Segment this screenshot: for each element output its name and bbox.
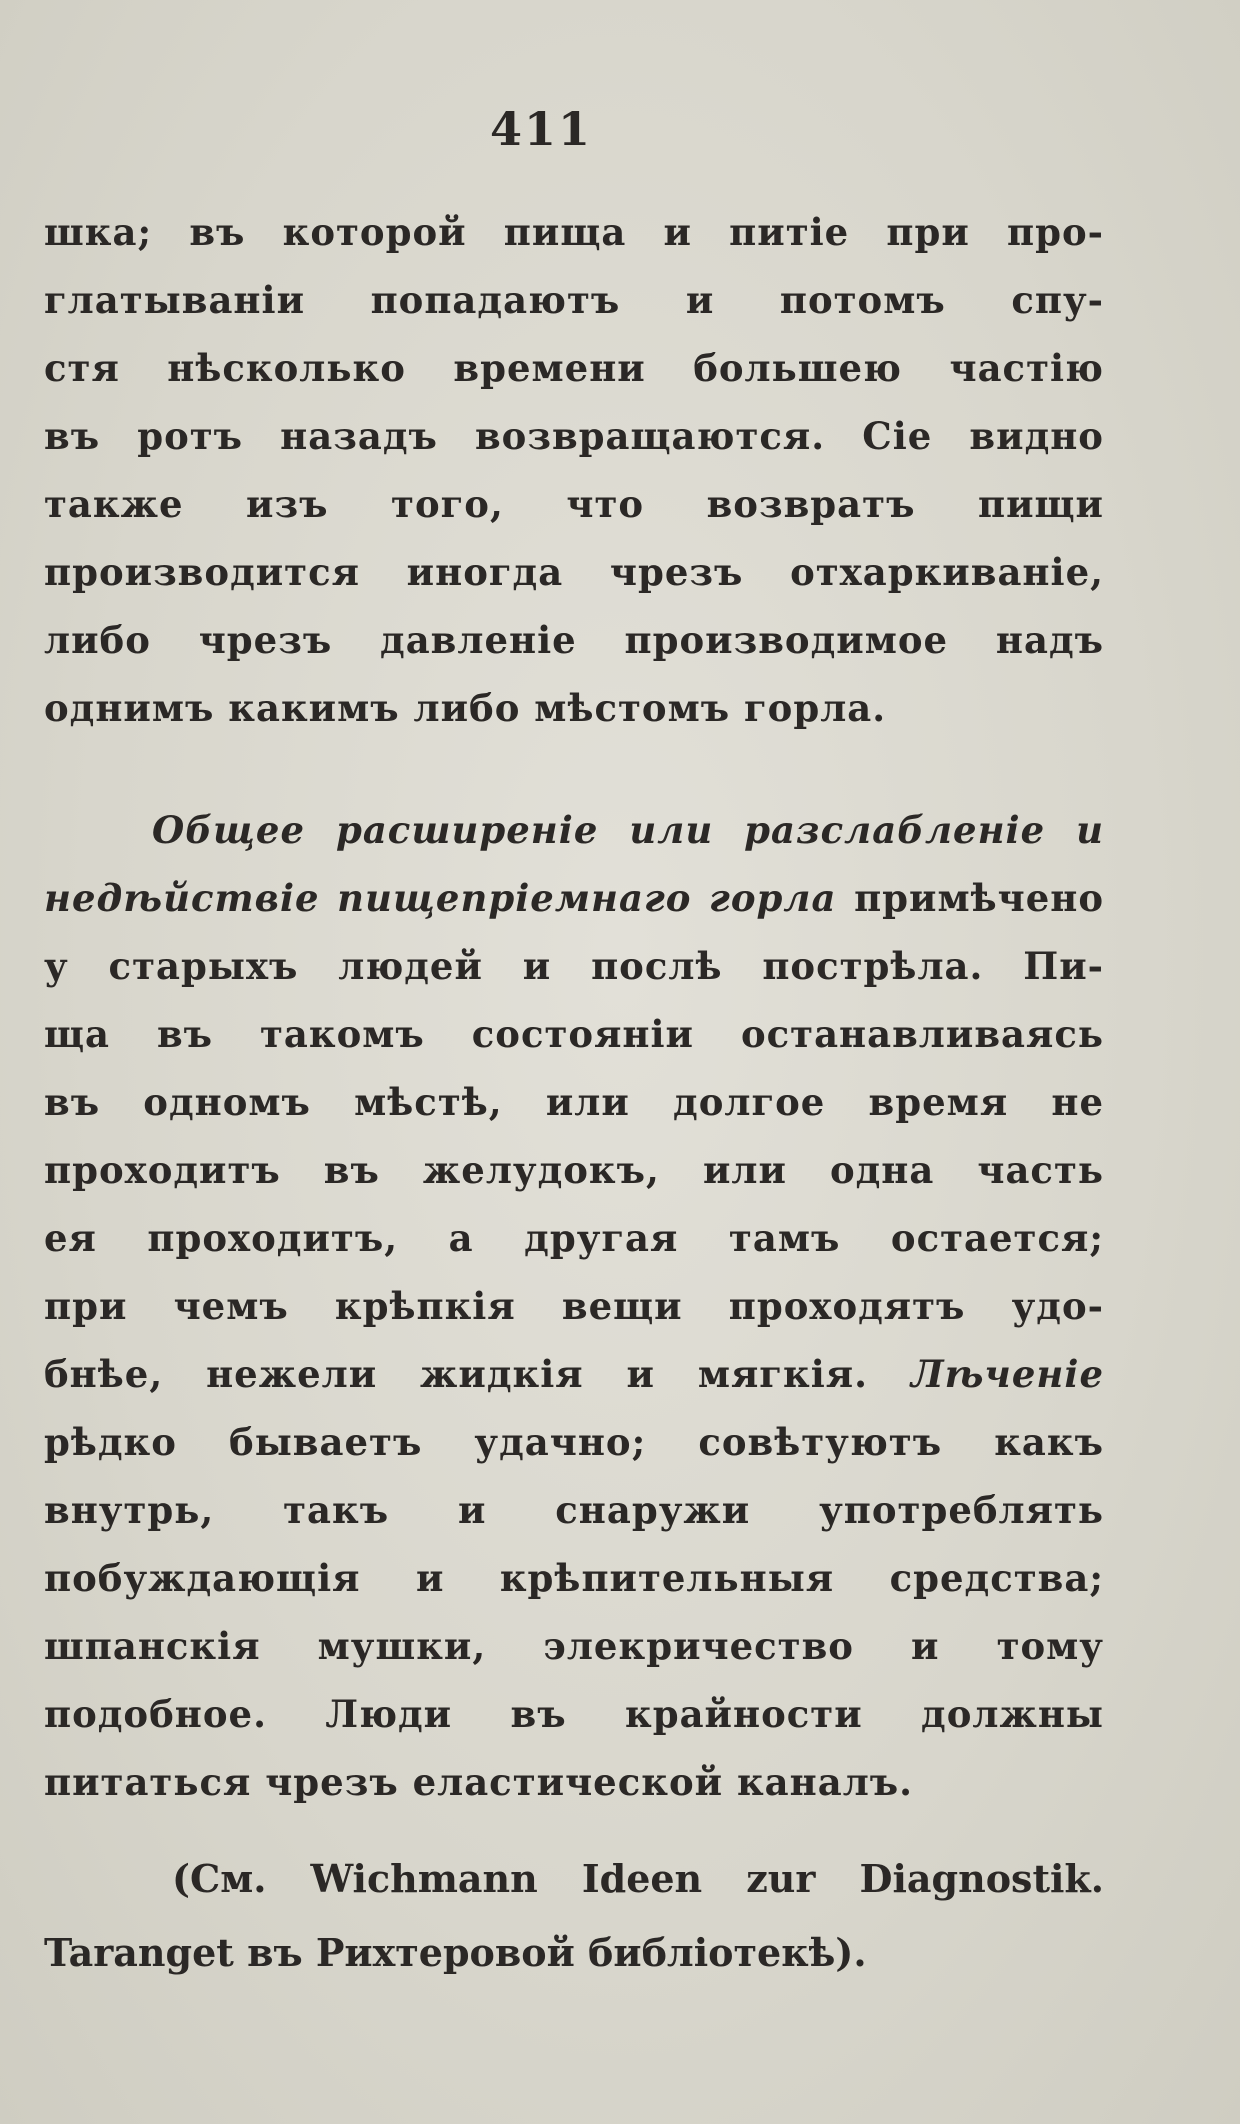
- paragraph-2: [44, 796, 1104, 1816]
- text-line: побуждающія и крѣпительныя средства;: [44, 1556, 1104, 1600]
- reference-line: (См. Wichmann Ideen zur Diagnostik.: [172, 1856, 1104, 1901]
- text-line: производится иногда чрезъ отхаркиваніе,: [44, 550, 1104, 594]
- text-line: подобное. Люди въ крайности должны: [44, 1692, 1104, 1736]
- text-line: у старыхъ людей и послѣ пострѣла. Пи-: [44, 944, 1104, 988]
- italic-term: Лѣченіе: [910, 1352, 1104, 1396]
- text-line: либо чрезъ давленіе производимое надъ: [44, 618, 1104, 662]
- text-line: шпанскія мушки, элекричество и тому: [44, 1624, 1104, 1668]
- text-line: [44, 1340, 1104, 1408]
- paragraph-1: [44, 198, 1104, 742]
- reference-note: [44, 1842, 1104, 1990]
- page-number: 411: [490, 102, 593, 156]
- text-line-italic: Общее расширеніе или разслабленіе и: [152, 808, 1104, 852]
- text-line: въ ротъ назадъ возвращаются. Сіе видно: [44, 414, 1104, 458]
- text-line: однимъ какимъ либо мѣстомъ горла.: [44, 686, 887, 730]
- text-line: шка; въ которой пища и питіе при про-: [44, 210, 1104, 254]
- text-line: рѣдко бываетъ удачно; совѣтуютъ какъ: [44, 1420, 1104, 1464]
- italic-term: недѣйствіе пищепріемнаго горла: [44, 876, 837, 920]
- text-line: ея проходитъ, а другая тамъ остается;: [44, 1216, 1104, 1260]
- text-line: глатываніи попадаютъ и потомъ спу-: [44, 278, 1104, 322]
- text-line: въ одномъ мѣстѣ, или долгое время не: [44, 1080, 1104, 1124]
- text-line: проходитъ въ желудокъ, или одна часть: [44, 1148, 1104, 1192]
- text-line: внутрь, такъ и снаружи употреблять: [44, 1488, 1104, 1532]
- text-run: примѣчено: [836, 876, 1104, 920]
- text-line: стя нѣсколько времени большею частію: [44, 346, 1104, 390]
- text-line: питаться чрезъ еластической каналъ.: [44, 1760, 914, 1804]
- text-line: ща въ такомъ состояніи останавливаясь: [44, 1012, 1104, 1056]
- reference-line: Taranget въ Рихтеровой библіотекѣ).: [44, 1930, 867, 1975]
- text-run: бнѣе, нежели жидкія и мягкія.: [44, 1352, 911, 1396]
- text-line: [44, 864, 1104, 932]
- text-line: при чемъ крѣпкія вещи проходятъ удо-: [44, 1284, 1104, 1328]
- text-line: также изъ того, что возвратъ пищи: [44, 482, 1104, 526]
